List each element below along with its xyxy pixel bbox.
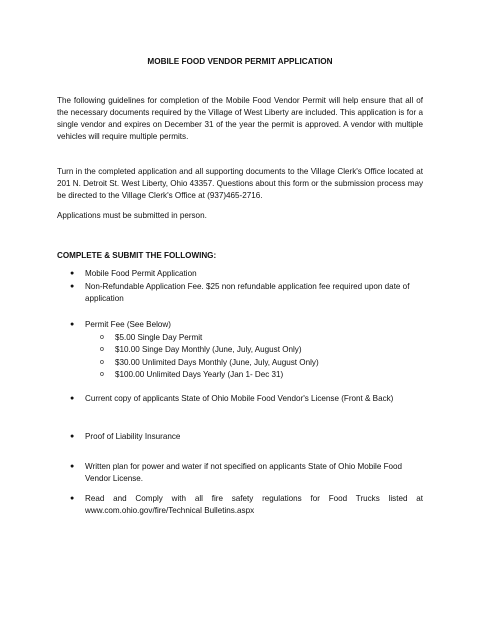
fee-item	[100, 344, 400, 356]
list-item-text: Proof of Liability Insurance	[85, 432, 181, 441]
list-item-text: Read and Comply with all fire safety regulations for Food Trucks listed at www.com.ohio.gov/fire/Technical Bulletins.aspx	[85, 494, 423, 515]
list-item	[70, 493, 423, 517]
fee-item-text: $5.00 Single Day Permit	[115, 333, 203, 342]
sub-bullet-icon: o	[100, 371, 104, 378]
list-item-text: Non-Refundable Application Fee. $25 non refundable application fee required upon date of application	[85, 282, 410, 303]
list-item-text: Mobile Food Permit Application	[85, 269, 197, 278]
bullet-icon: ●	[70, 495, 75, 502]
list-item	[70, 431, 423, 443]
document-title: MOBILE FOOD VENDOR PERMIT APPLICATION	[147, 57, 333, 66]
list-item	[70, 461, 423, 485]
bullet-icon: ●	[70, 433, 75, 440]
intro-paragraph: The following guidelines for completion of the Mobile Food Vendor Permit will help ensure that all of the necessary documents required by the Village of West Liberty are included. This application is for a single vendor and expires on December 31 of the year the permit is approved. A vendor with multiple vehicles will require multiple permits.	[57, 96, 423, 141]
bullet-icon: ●	[70, 283, 75, 290]
list-item-text: Current copy of applicants State of Ohio Mobile Food Vendor's License (Front & Back)	[85, 394, 394, 403]
fee-item-text: $10.00 Singe Day Monthly (June, July, August Only)	[115, 345, 302, 354]
bullet-icon: ●	[70, 270, 75, 277]
list-item	[70, 281, 423, 305]
fee-item-text: $30.00 Unlimited Days Monthly (June, July, August Only)	[115, 358, 319, 367]
bullet-icon: ●	[70, 321, 75, 328]
fee-item	[100, 357, 400, 369]
sub-bullet-icon: o	[100, 334, 104, 341]
sub-bullet-icon: o	[100, 359, 104, 366]
list-item-text: Permit Fee (See Below)	[85, 320, 171, 329]
list-item	[70, 268, 423, 280]
in-person-note: Applications must be submitted in person.	[57, 211, 207, 220]
bullet-icon: ●	[70, 463, 75, 470]
submission-paragraph: Turn in the completed application and all supporting documents to the Village Clerk's Office located at 201 N. Detroit St. West Liberty, Ohio 43357. Questions about this form or the submission process may be directed to the Village Clerk's Office at (937)465-2716.	[57, 167, 423, 200]
bullet-icon: ●	[70, 395, 75, 402]
section-heading: COMPLETE & SUBMIT THE FOLLOWING:	[57, 251, 217, 260]
fee-item	[100, 332, 400, 344]
list-item	[70, 393, 423, 405]
list-item-text: Written plan for power and water if not specified on applicants State of Ohio Mobile Food Vendor License.	[85, 462, 403, 483]
fee-item-text: $100.00 Unlimited Days Yearly (Jan 1- Dec 31)	[115, 370, 284, 379]
sub-bullet-icon: o	[100, 346, 104, 353]
list-item	[70, 319, 423, 331]
fee-item	[100, 369, 400, 381]
